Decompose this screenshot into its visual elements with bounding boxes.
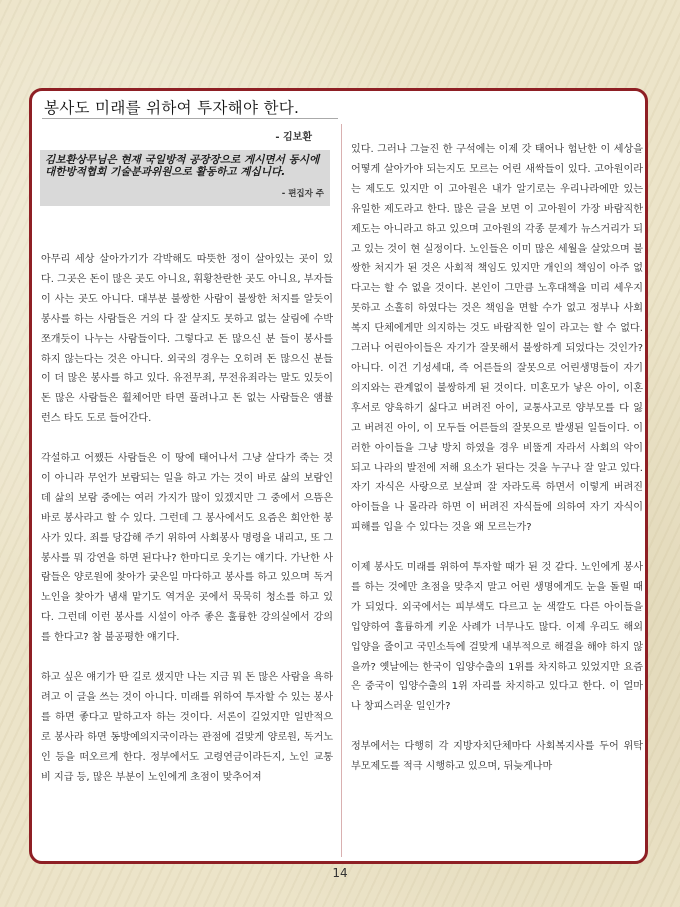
editor-note-box [40, 150, 330, 206]
paragraph: 아무리 세상 살아가기가 각박해도 따뜻한 정이 살아있는 곳이 있다. 그곳은 돈이 많은 곳도 아니요, 휘황찬란한 곳도 아니요, 부자들이 사는 곳도 아니다. 대부분 불쌍한 사람이 불쌍한 처지를 알듯이 봉사를 하는 사람들은 거의 다 잘 살지도 못하고 없는 살림에 수박 쪼개듯이 나누는 사람들이다. 그렇다고 돈 많으신 분 들이 봉사를 하지 않는다는 것은 아니다. 외국의 경우는 오히려 돈 많으신 분들이 더 많은 봉사를 하고 있다. 유전무죄, 무전유죄라는 말도 있듯이 돈 많은 사람들은 휠체어만 타면 풀려나고 돈 없는 사람들은 앰뷸런스 타도 도로 들어간다. [41, 254, 334, 425]
article-panel [29, 88, 648, 864]
paragraph: 정부에서는 다행히 각 지방자치단체마다 사회복지사를 두어 위탁부모제도를 적극 시행하고 있으며, 뒤늦게나마 [351, 741, 643, 773]
title-underline [42, 118, 338, 119]
right-column [351, 140, 643, 797]
editor-note-signature: - 편집자 주 [281, 189, 324, 199]
paragraph: 각설하고 어쨌든 사람들은 이 땅에 태어나서 그냥 살다가 죽는 것이 아니라 무언가 보람되는 일을 하고 가는 것이 바로 삶의 보람인데 삶의 보람 중에는 여러 가지가 많이 있겠지만 그 중에서 으뜸은 바로 봉사라고 할 수 있다. 그런데 그 봉사에서도 요즘은 희안한 봉사가 있다. 죄를 당갑해 주기 위하여 사회봉사 명령을 내리고, 또 그 봉사를 뭐 강연을 하면 된다나? 한마디로 웃기는 얘기다. 가난한 사람들은 양로원에 찾아가 궂은일 마다하고 봉사를 하고 있으며 독거노인을 찾아가 냄새 맡기도 역겨운 곳에서 묵묵히 청소를 하고 있다. 그런데 이런 봉사를 시설이 아주 좋은 훌륭한 강의실에서 강의를 한다고? 참 불공평한 얘기다. [41, 453, 334, 644]
editor-note-text: 김보환상무님은 현재 국일방적 공장장으로 게시면서 동시에 대한방적협회 기술분과위원으로 활동하고 계십니다. [45, 154, 320, 178]
article-title: 봉사도 미래를 위하여 투자해야 한다. [44, 99, 300, 117]
paragraph: 이제 봉사도 미래를 위하여 투자할 때가 된 것 같다. 노인에게 봉사를 하는 것에만 초점을 맞추지 말고 어린 생명에게도 눈을 돌릴 때가 되었다. 외국에서는 피부색도 다르고 눈 색깔도 다른 아이들을 입양하여 훌륭하게 키운 사례가 너무나도 많다. 이제 우리도 해외입양을 줄이고 국민소득에 걸맞게 내부적으로 해결을 해야 하지 않을까? 옛날에는 한국이 입양수출의 1위를 차지하고 있었지만 요즘은 중국이 입양수출의 1위 자리를 차지하고 있다고 한다. 이 얼마나 창피스러운 일인가? [351, 562, 643, 713]
page-number: 14 [332, 866, 348, 880]
paragraph: 있다. 그러나 그늘진 한 구석에는 이제 갓 태어나 험난한 이 세상을 어떻게 살아가야 되는지도 모르는 어린 새싹들이 있다. 고아원이라는 제도도 있지만 이 고아원은 내가 알기로는 우리나라에만 있는 유일한 제도라고 한다. 많은 글을 보면 이 고아원이 가장 바람직한 제도는 아니라고 하고 있으며 고아원의 각종 문제가 뉴스거리가 되고 있는 것이 현 실정이다. 노인들은 이미 많은 세월을 살았으며 불쌍한 처지가 된 것은 사회적 책임도 있지만 개인의 책임이 아주 없다고는 할 수 없을 것이다. 본인이 그만큼 노후대책을 미리 세우지 못하고 소홀히 하였다는 것은 책임을 면할 수가 없고 정부나 사회복지 단체에게만 의지하는 것도 바람직한 일이 라고는 할 수 없다. 그러나 어린아이들은 자기가 잘못해서 불쌍하게 되었다는 것인가? 아니다. 이건 기성세대, 즉 어른들의 잘못으로 어린생명들이 자기 의지와는 관계없이 불쌍하게 된 것이다. 미혼모가 낳은 아이, 이혼 후서로 양육하기 싫다고 버려진 아이, 교통사고로 양부모를 다 잃고 버려진 아이, 이 모두들 어른들의 잘못으로 발생된 일들이다. 이러한 아이들을 그냥 방치 하였을 경우 비뚤게 자라서 사회의 악이 되고 나라의 발전에 저해 요소가 된다는 것을 누구나 잘 알고 있다. 자기 자식은 사랑으로 보살펴 잘 자라도록 하면서 이렇게 버려진 아이들을 나 몰라라 하면 이 버려진 자식들에 의하여 자기 자식이 피해를 입을 수 있다는 것을 왜 모르는가? [351, 144, 643, 534]
paragraph: 하고 싶은 얘기가 딴 길로 샜지만 나는 지금 뭐 돈 많은 사람을 욕하려고 이 글을 쓰는 것이 아니다. 미래를 위하여 투자할 수 있는 봉사를 하면 좋다고 말하고자 하는 것이다. 서론이 길었지만 일반적으로 봉사라 하면 동방예의지국이라는 관점에 걸맞게 양로원, 독거노인 등을 떠오르게 한다. 정부에서도 고령연금이라든지, 노인 교통비 지급 등, 많은 부분이 노인에게 초점이 맞추어져 [41, 672, 334, 783]
column-divider [341, 124, 342, 857]
left-column [41, 250, 333, 807]
author-byline: - 김보환 [275, 132, 312, 143]
